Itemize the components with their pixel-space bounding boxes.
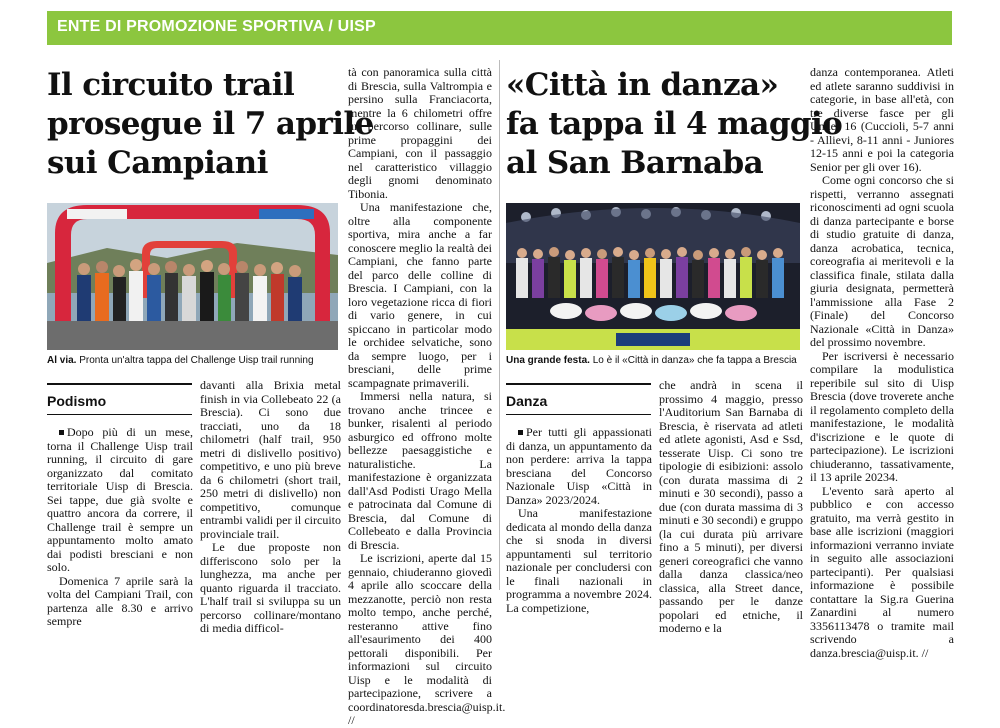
article2-column-2 [659, 379, 803, 636]
section-rule [47, 383, 192, 385]
dance-festival-photo [506, 203, 800, 350]
paragraph: Le iscrizioni, aperte dal 15 gennaio, chiuderanno giovedì 4 aprile allo scoccare della mezzanotte, perciò non resta molto tempo, anche perché, resteranno attive fino all'esaurimento dei 400 pettorali disponibili. Per informazioni sul circuito Uisp e le modalità di partecipazione, scrivere a coordinatoresda.brescia@uisp.it. // [348, 551, 506, 727]
headline-line: prosegue il 7 aprile [47, 106, 374, 142]
banner-label: ENTE DI PROMOZIONE SPORTIVA / UISP [57, 18, 376, 35]
section-title-danza: Danza [506, 393, 548, 409]
article1-column-3 [348, 65, 506, 728]
paragraph-text: Per tutti gli appassionati di danza, un appuntamento da non perdere: arriva la tappa bresciana del Concorso Nazionale Uisp «Città in Danza» 2023/2024. [506, 425, 652, 507]
headline-line: fa tappa il 4 maggio [506, 106, 843, 142]
caption-text: Pronta un'altra tappa del Challenge Uisp trail running [79, 355, 314, 366]
article1-headline [47, 66, 374, 183]
paragraph-text: Dopo più di un mese, torna il Challenge Uisp trail running, il circuito di gare organizzato dal comitato territoriale Uisp di Brescia. Sei tappe, due già svolte e quattro ancora da correre, il Challenge trail è sempre un appuntamento molto amato dai podisti bresciani e non solo. [47, 425, 193, 574]
article1-photo-caption [47, 355, 314, 367]
paragraph: Una manifestazione dedicata al mondo della danza che si snoda in diversi appuntamenti sul territorio nazionale per concludersi con le finali nazionali in programma a novembre 2024. La competizione, [506, 506, 652, 615]
section-rule [506, 383, 651, 385]
caption-lead: Al via. [47, 355, 77, 366]
column-divider [499, 60, 500, 590]
section-banner [47, 11, 952, 45]
paragraph: Come ogni concorso che si rispetti, verranno assegnati riconoscimenti ad ogni scuola di danza partecipante e borse di studio gratuite di danza, danza acrobatica, tecnica, coreografia ai meritevoli e la classifica finale, stilata dalla giuria designata, permetterà l'ammissione alla Fase 2 (Finale) del Concorso Nazionale «Città in Danza» del prossimo novembre. [810, 173, 954, 349]
section-underline [47, 414, 192, 415]
paragraph: danza contemporanea. Atleti ed atlete saranno suddivisi in categorie, in base all'età, con tre diverse fasce per gli Under 16 (Cuccioli, 5-7 anni - Allievi, 8-11 anni - Juniores 12-15 anni e poi la categoria Senior per gli over 16). [810, 65, 954, 174]
paragraph: Per iscriversi è necessario compilare la modulistica reperibile sul sito di Uisp Brescia (dove troverete anche il regolamento completo della manifestazione, le modalità d'iscrizione e le quote di partecipazione). Le iscrizioni chiuderanno, tassativamente, il 13 aprile 20234. [810, 348, 954, 484]
caption-lead: Una grande festa. [506, 355, 590, 366]
paragraph: Domenica 7 aprile sarà la volta del Campiani Trail, con partenza alle 8.30 e arrivo sempre [47, 573, 193, 628]
paragraph: L'evento sarà aperto al pubblico e con accesso gratuito, ma verrà gestito in base alle iscrizioni (maggiori informazioni verranno inviate in seguito alle associazioni partecipanti). Per qualsiasi informazione è possibile contattare la Sig.ra Guerina Zanardini al numero 3356113478 o tramite mail scrivendo a danza.brescia@uisp.it. // [810, 483, 954, 660]
bullet-icon [59, 430, 64, 435]
trail-race-photo [47, 203, 338, 350]
article2-headline [506, 66, 843, 183]
article2-column-1 [506, 426, 652, 615]
section-title-podismo: Podismo [47, 393, 107, 409]
paragraph [47, 426, 193, 575]
paragraph: Le due proposte non differiscono solo per la lunghezza, ma anche per quanto riguarda il tracciato. L'half trail si sviluppa su un percorso collinare/montano di media difficol- [200, 540, 341, 635]
caption-text: Lo è il «Città in danza» che fa tappa a Brescia [592, 355, 797, 366]
paragraph: tà con panoramica sulla città di Brescia, sulla Valtrompia e persino sulla Franciacorta, mentre la 6 chilometri offre un percorso collinare, sulle prime propaggini dei Campiani, con il passaggio nel caratteristico villaggio degli gnomi denominato Tibonia. [348, 65, 492, 201]
article1-column-2 [200, 379, 341, 636]
section-underline [506, 414, 651, 415]
article1-column-1 [47, 426, 193, 629]
article2-column-3 [810, 66, 954, 660]
bullet-icon [518, 430, 523, 435]
headline-line: al San Barnaba [506, 145, 764, 181]
paragraph: Immersi nella natura, si trovano anche trincee e bunker, risalenti al periodo asburgico ed offrono molte bellezze paesaggistiche e naturalistiche. La manifestazione è organizzata dall'Asd Podisti Urago Mella e patrocinata dal Comune di Brescia, dal Comune di Collebeato e dalla Provincia di Brescia. [348, 389, 492, 552]
article2-photo-caption [506, 355, 797, 367]
paragraph [506, 426, 652, 507]
paragraph: che andrà in scena il prossimo 4 maggio, presso l'Auditorium San Barnaba di Brescia, è riservata ad atleti ed atlete agonisti, Asd e Ssd, tesserate Uisp. Ci sono tre tipologie di esibizioni: assolo (con durata massima di 2 minuti e 30 secondi), passo a due (con durata massima di 3 minuti e 30 secondi) e gruppo (la cui durata più arrivare fino a 5 minuti), per diversi generi coreografici che vanno dalla danza classica/neo classica, alla Street dance, passando per le danze popolari ed etniche, il moderno e la [659, 378, 803, 635]
headline-line: «Città in danza» [506, 67, 779, 103]
paragraph: Una manifestazione che, oltre alla componente sportiva, mira anche a far conoscere meglio la realtà dei Campiani, che fanno parte del parco delle colline di Brescia. I Campiani, con la loro vegetazione ricca di fiori di vario genere, in cui spiccano in particolar modo le orchidee selvatiche, sono da sempre luogo, per i bresciani, delle prime scampagnate primaverili. [348, 200, 492, 390]
paragraph: davanti alla Brixia metal finish in via Collebeato 22 (a Brescia). Ci sono due tracciati, uno da 18 chilometri (half trail, 950 metri di dislivello positivo) competitivo, e uno più breve da 6 chilometri (short trail, 250 metri di dislivello) non competitivo, comunque entrambi validi per il circuito provinciale trail. [200, 378, 341, 541]
headline-line: sui Campiani [47, 145, 268, 181]
headline-line: Il circuito trail [47, 67, 295, 103]
